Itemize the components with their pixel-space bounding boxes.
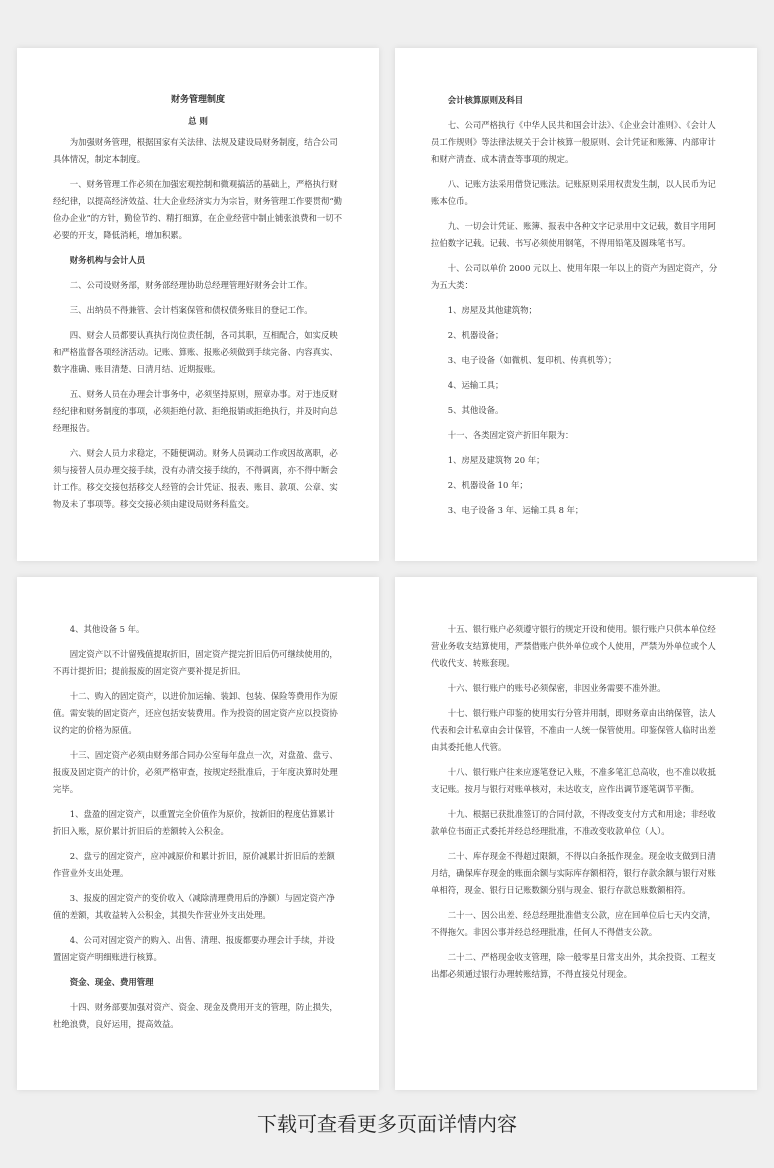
list-item-asset-class: 2、机器设备； bbox=[447, 330, 504, 340]
paragraph-3: 三、出纳员不得兼管、会计档案保管和债权债务账目的登记工作。 bbox=[69, 305, 313, 315]
paragraph-6: 六、财会人员力求稳定，不随便调动。财务人员调动工作或因故离职，必须与接替人员办理交接手续，没有办清交接手续的，不得调离，亦不得中断会计工作。移交交接包括移交人经管的会计凭证、报表、账目、款项、公章、实物及未了事项等。移交交接必须由建设局财务科监交。 bbox=[53, 448, 338, 509]
paragraph-20: 二十、库存现金不得超过限额，不得以白条抵作现金。现金收支做到日清月结，确保库存现金的账面余额与实际库存额相符，银行存款余额与银行对账单相符，现金、银行日记账数额分别与现金、银行存款总账数额相符。 bbox=[431, 851, 716, 895]
paragraph-13-1: 1、盘盈的固定资产，以重置完全价值作为原价，按新旧的程度估算累计折旧入账，原价累计折旧后的差额转入公积金。 bbox=[53, 809, 335, 836]
section-heading-finance-org: 财务机构与会计人员 bbox=[69, 255, 146, 265]
paragraph-17: 十七、银行账户印鉴的使用实行分管并用制，即财务章由出纳保管，法人代表和会计私章由会计保管，不准由一人统一保管使用。印鉴保管人临时出差由其委托他人代管。 bbox=[431, 708, 716, 752]
paragraph-8: 八、记账方法采用借贷记账法。记账原则采用权责发生制，以人民币为记账本位币。 bbox=[431, 179, 716, 206]
list-item-asset-class: 1、房屋及其他建筑物； bbox=[447, 305, 537, 315]
paragraph-1: 一、财务管理工作必须在加强宏观控制和微观搞活的基础上，严格执行财经纪律，以提高经济效益、壮大企业经济实力为宗旨，财务管理工作要贯彻“勤俭办企业”的方针，勤俭节约、精打细算，在企业经营中制止铺张浪费和一切不必要的开支，降低消耗，增加积累。 bbox=[53, 179, 343, 240]
paragraph-13: 十三、固定资产必须由财务部合同办公室每年盘点一次，对盘盈、盘亏、报废及固定资产的计价，必须严格审查，按规定经批准后，于年度决算时处理完毕。 bbox=[53, 750, 338, 794]
paragraph-13-3: 3、报废的固定资产的变价收入（减除清理费用后的净额）与固定资产净值的差额，其收益转入公积金，其损失作营业外支出处理。 bbox=[53, 893, 335, 920]
paragraph-2: 二、公司设财务部，财务部经理协助总经理管理好财务会计工作。 bbox=[69, 280, 313, 290]
document-title: 财务管理制度 bbox=[170, 95, 225, 105]
paragraph-19: 十九、根据已获批准签订的合同付款，不得改变支付方式和用途；非经收款单位书面正式委托并经总经理批准，不准改变收款单位（人）。 bbox=[431, 809, 716, 836]
document-page-3 bbox=[17, 577, 379, 1090]
paragraph-11: 十一、各类固定资产折旧年限为： bbox=[447, 430, 574, 440]
list-item-depreciation: 2、机器设备 10 年； bbox=[447, 480, 528, 490]
list-item-asset-class: 3、电子设备（如微机、复印机、传真机等）； bbox=[447, 355, 617, 365]
section-heading-accounting: 会计核算原则及科目 bbox=[447, 95, 524, 105]
paragraph-16: 十六、银行账户的账号必须保密，非因业务需要不准外泄。 bbox=[447, 683, 666, 693]
chapter-heading-general: 总 则 bbox=[188, 116, 208, 126]
paragraph-21: 二十一、因公出差、经总经理批准借支公款，应在回单位后七天内交清，不得拖欠。非因公事并经总经理批准，任何人不得借支公款。 bbox=[431, 910, 716, 937]
paragraph-12: 十二、购入的固定资产，以进价加运输、装卸、包装、保险等费用作为原值。需安装的固定资产，还应包括安装费用。作为投资的固定资产应以投资协议约定的价格为原值。 bbox=[53, 691, 338, 735]
paragraph-13-2: 2、盘亏的固定资产，应冲减原价和累计折旧，原价减累计折旧后的差额作营业外支出处理。 bbox=[53, 851, 335, 878]
paragraph-4: 四、财会人员都要认真执行岗位责任制，各司其职，互相配合，如实反映和严格监督各项经济活动。记账、算账、报账必须做到手续完备、内容真实、数字准确、账目清楚、日清月结、近期报账。 bbox=[53, 330, 338, 374]
paragraph-depreciation-note: 固定资产以不计留残值提取折旧，固定资产提完折旧后仍可继续使用的，不再计提折旧；提前报废的固定资产要补提足折旧。 bbox=[53, 649, 338, 676]
paragraph-15: 十五、银行账户必须遵守银行的规定开设和使用。银行账户只供本单位经营业务收支结算使用，严禁借账户供外单位或个人使用，严禁为外单位或个人代收代支、转账套现。 bbox=[431, 624, 716, 668]
paragraph-7: 七、公司严格执行《中华人民共和国会计法》、《企业会计准则》、《会计人员工作规则》等法律法规关于会计核算一般原则、会计凭证和账簿、内部审计和财产清查、成本清查等事项的规定。 bbox=[431, 120, 716, 164]
document-page-2 bbox=[395, 48, 757, 561]
paragraph-9: 九、一切会计凭证、账簿、报表中各种文字记录用中文记载，数目字用阿拉伯数字记载。记载、书写必须使用钢笔，不得用铅笔及圆珠笔书写。 bbox=[431, 221, 716, 248]
list-item-depreciation: 1、房屋及建筑物 20 年； bbox=[447, 455, 545, 465]
list-item-depreciation: 4、其他设备 5 年。 bbox=[69, 624, 145, 634]
paragraph-13-4: 4、公司对固定资产的购入、出售、清理、报废都要办理会计手续，并设置固定资产明细账进行核算。 bbox=[53, 935, 335, 962]
list-item-depreciation: 3、电子设备 3 年、运输工具 8 年； bbox=[447, 505, 584, 515]
section-heading-cash: 资金、现金、费用管理 bbox=[69, 977, 154, 987]
paragraph-14: 十四、财务部要加强对资产、资金、现金及费用开支的管理，防止损失，杜绝浪费，良好运用，提高效益。 bbox=[53, 1002, 338, 1029]
paragraph-18: 十八、银行账户往来应逐笔登记入账，不准多笔汇总高收，也不准以收抵支记账。按月与银行对账单核对，未达收支，应作出调节逐笔调节平衡。 bbox=[431, 767, 716, 794]
paragraph-22: 二十二、严格现金收支管理，除一般零星日常支出外，其余投资、工程支出都必须通过银行办理转账结算，不得直接兑付现金。 bbox=[431, 952, 716, 979]
download-more-caption[interactable]: 下载可查看更多页面详情内容 bbox=[257, 1112, 517, 1136]
paragraph-5: 五、财务人员在办理会计事务中，必须坚持原则，照章办事。对于违反财经纪律和财务制度的事项，必须拒绝付款、拒绝报销或拒绝执行，并及时向总经理报告。 bbox=[53, 389, 338, 433]
document-page-1 bbox=[17, 48, 379, 561]
document-page-4 bbox=[395, 577, 757, 1090]
paragraph-intro: 为加强财务管理，根据国家有关法律、法规及建设局财务制度，结合公司具体情况，制定本制度。 bbox=[53, 137, 338, 164]
list-item-asset-class: 5、其他设备。 bbox=[447, 405, 504, 415]
list-item-asset-class: 4、运输工具； bbox=[447, 380, 504, 390]
paragraph-10: 十、公司以单价 2000 元以上、使用年限一年以上的资产为固定资产，分为五大类： bbox=[431, 263, 718, 290]
